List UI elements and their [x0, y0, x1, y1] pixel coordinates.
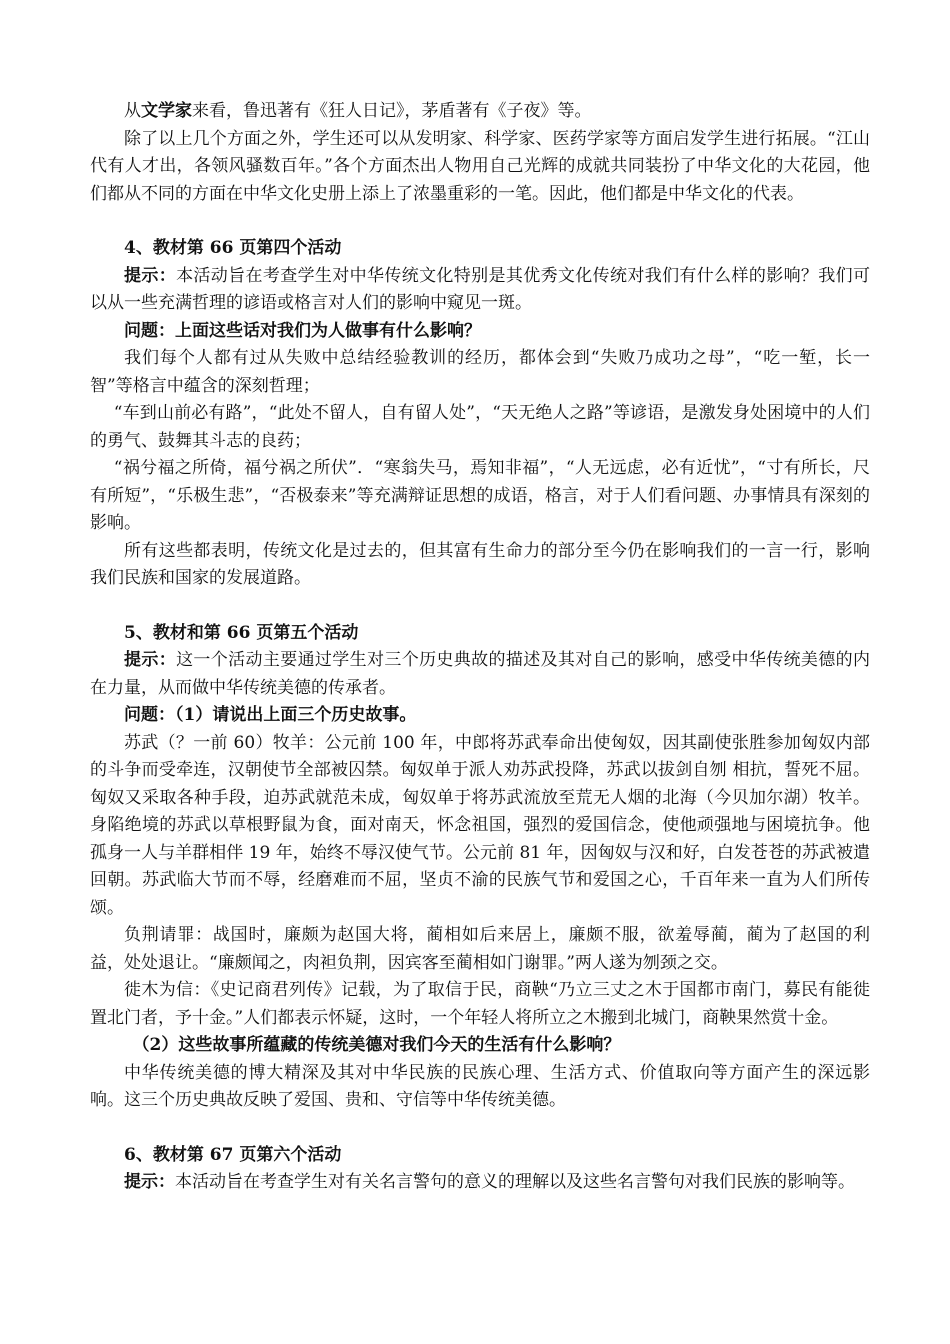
story-xi-mu: 徙木为信：《史记商君列传》记载，为了取信于民，商鞅“乃立三丈之木于国都市南门，募民有能徙置北门者，予十金。”人们都表示怀疑，这时，一个年轻人将所立之木搬到北城门，商鞅果然赏十金。	[90, 980, 870, 1028]
document-page	[90, 98, 870, 1197]
section-4-paragraph: “车到山前必有路”，“此处不留人，自有留人处”，“天无绝人之路”等谚语，是激发身处困境中的人们的勇气、鼓舞其斗志的良药；	[90, 403, 870, 451]
story-fu-jing: 负荆请罪：战国时，廉颇为赵国大将，蔺相如后来居上，廉颇不服，欲羞辱蔺，蔺为了赵国的利益，处处退让。“廉颇闻之，肉袒负荆，因宾客至蔺相如门谢罪。”两人遂为刎颈之交。	[90, 925, 870, 973]
section-5-question-1: 问题：（1）请说出上面三个历史故事。	[124, 705, 417, 725]
section-4-heading: 4、教材第 66 页第四个活动	[124, 238, 342, 258]
section-6-hint: 提示：本活动旨在考查学生对有关名言警句的意义的理解以及这些名言警句对我们民族的影响等。	[124, 1172, 855, 1192]
section-4-paragraph: “祸兮福之所倚，福兮祸之所伏”．“寒翁失马，焉知非福”，“人无远虑，必有近忧”，“寸有所长，尺有所短”，“乐极生悲”，“否极泰来”等充满辩证思想的成语，格言，对于人们看问题、办事情具有深刻的影响。	[90, 458, 870, 533]
section-4-paragraph: 所有这些都表明，传统文化是过去的，但其富有生命力的部分至今仍在影响我们的一言一行，影响我们民族和国家的发展道路。	[90, 540, 870, 588]
section-6-heading: 6、教材第 67 页第六个活动	[124, 1144, 342, 1165]
section-5-hint: 提示：这一个活动主要通过学生对三个历史典故的描述及其对自己的影响，感受中华传统美德的内在力量，从而做中华传统美德的传承者。	[90, 650, 871, 698]
section-5-heading: 5、教材和第 66 页第五个活动	[124, 622, 359, 643]
hint-label: 提示：	[124, 265, 177, 286]
story-su-wu: 苏武（？一前 60）牧羊：公元前 100 年，中郎将苏武奉命出使匈奴，因其副使张胜参加匈奴内部的斗争而受牵连，汉朝使节全部被囚禁。匈奴单于派人劝苏武投降，苏武以拔剑自刎 相抗，誓死不屈。匈奴又采取各种手段，迫苏武就范未成，匈奴单于将苏武流放至荒无人烟的北海（今贝加尔湖）牧羊。身陷绝境的苏武以草根野鼠为食，面对南天，怀念祖国，强烈的爱国信念，使他顽强地与困境抗争。他孤身一人与羊群相伴 19 年，始终不辱汉使气节。公元前 81 年，因匈奴与汉和好，白发苍苍的苏武被遣回朝。苏武临大节而不辱，经磨难而不屈，坚贞不渝的民族气节和爱国之心，千百年来一直为人们所传颂。	[90, 732, 870, 918]
section-5-answer-2: 中华传统美德的博大精深及其对中华民族的民族心理、生活方式、价值取向等方面产生的深远影响。这三个历史典故反映了爱国、贵和、守信等中华传统美德。	[90, 1062, 870, 1110]
hint-label: 提示：	[124, 1172, 175, 1192]
bold-term: 文学家	[141, 101, 192, 121]
hint-label: 提示：	[124, 650, 177, 670]
paragraph-extension: 除了以上几个方面之外，学生还可以从发明家、科学家、医药学家等方面启发学生进行拓展。“江山代有人才出，各领风骚数百年。”各个方面杰出人物用自己光辉的成就共同装扮了中华文化的大花园，他们都从不同的方面在中华文化史册上添上了浓墨重彩的一笔。因此，他们都是中华文化的代表。	[90, 128, 870, 204]
section-5-question-2: （2）这些故事所蕴藏的传统美德对我们今天的生活有什么影响？	[132, 1035, 621, 1055]
section-4-question: 问题：上面这些话对我们为人做事有什么影响？	[124, 320, 481, 341]
paragraph-literature: 从文学家来看，鲁迅著有《狂人日记》，茅盾著有《子夜》等。	[124, 101, 592, 121]
section-4-paragraph: 我们每个人都有过从失败中总结经验教训的经历，都体会到“失败乃成功之母”，“吃一堑，长一智”等格言中蕴含的深刻哲理；	[90, 348, 870, 396]
section-4-hint: 提示：本活动旨在考查学生对中华传统文化特别是其优秀文化传统对我们有什么样的影响？我们可以从一些充满哲理的谚语或格言对人们的影响中窥见一斑。	[90, 265, 871, 313]
